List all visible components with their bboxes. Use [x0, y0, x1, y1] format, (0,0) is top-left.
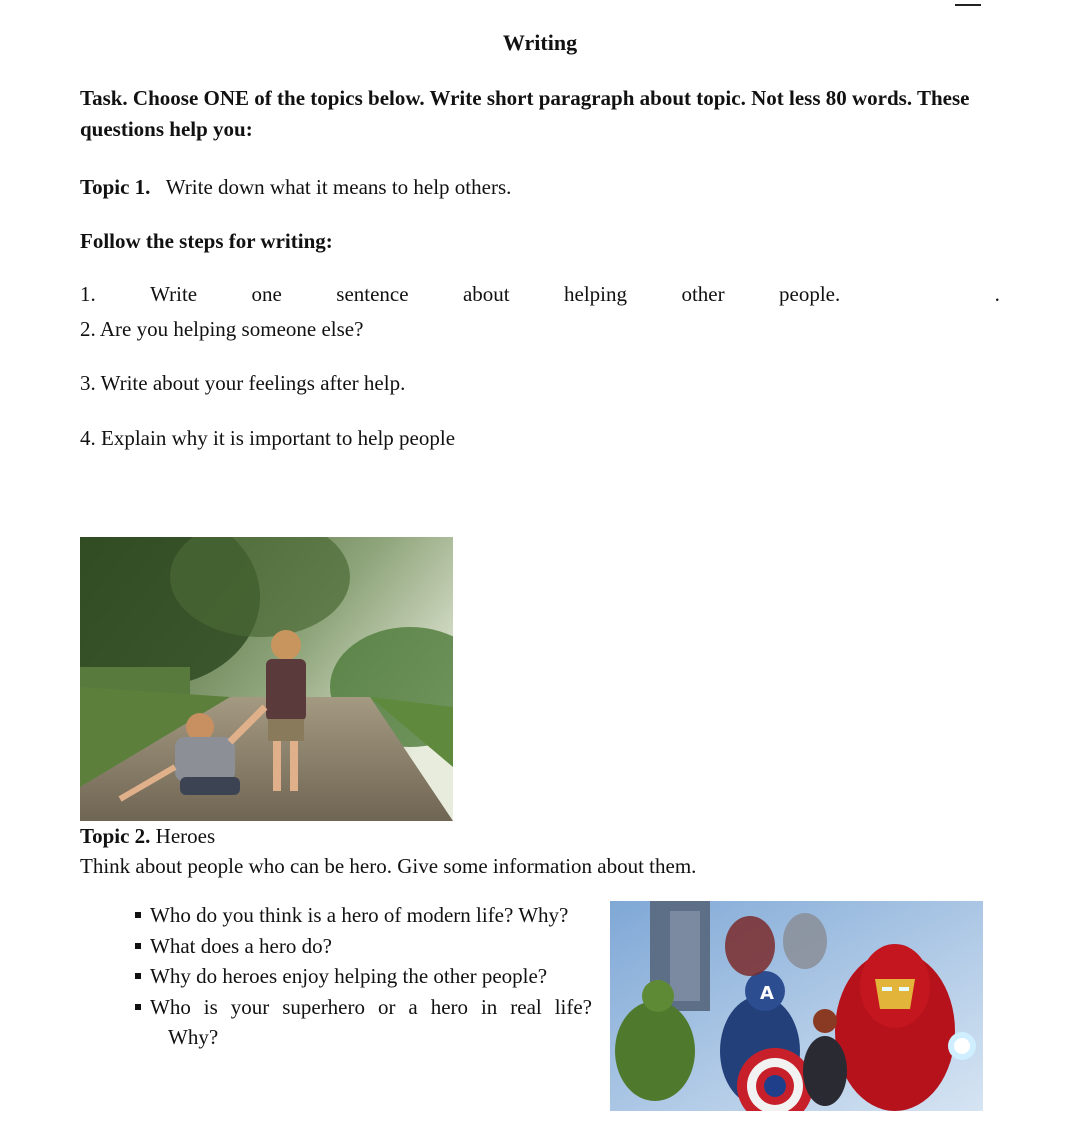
superheroes-image — [610, 901, 983, 1111]
helping-children-photo — [80, 537, 453, 821]
list-item: What does a hero do? — [134, 931, 592, 962]
step-1-word: about — [462, 282, 510, 306]
list-item: Why do heroes enjoy helping the other people? — [134, 961, 592, 992]
list-item: Who do you think is a hero of modern life? Why? — [134, 900, 592, 931]
topic-1 — [80, 175, 511, 200]
step-1-word: one — [251, 282, 282, 306]
task-instructions: Task. Choose ONE of the topics below. Write short paragraph about topic. Not less 80 words. These questions help you: — [80, 86, 970, 141]
step-1-word: other — [681, 282, 725, 306]
svg-text:A: A — [760, 983, 774, 1004]
topic-1-label: Topic 1. — [80, 175, 151, 199]
step-1-word: Write — [150, 282, 198, 306]
step-4: 4. Explain why it is important to help people — [80, 426, 456, 450]
topic-2-text: Heroes — [155, 824, 216, 848]
step-1-word: people. — [779, 282, 841, 306]
bullet-icon — [135, 912, 141, 918]
list-item-continuation: Why? — [168, 1025, 219, 1049]
step-3: 3. Write about your feelings after help. — [80, 371, 406, 395]
list-item: Who is your superhero or a hero in real life? — [134, 992, 592, 1023]
step-1 — [80, 282, 1000, 307]
header-mark — [955, 0, 981, 6]
topic-2-intro: Think about people who can be hero. Give some information about them. — [80, 854, 697, 878]
step-1-word: sentence — [336, 282, 409, 306]
bullet-icon — [135, 1004, 141, 1010]
topic-2 — [80, 824, 215, 849]
step-1-word: 1. — [80, 282, 96, 306]
page-title: Writing — [502, 30, 578, 55]
step-1-word: helping — [564, 282, 628, 306]
topic-2-label: Topic 2. — [80, 824, 151, 848]
steps-heading: Follow the steps for writing: — [80, 229, 333, 253]
bullet-icon — [135, 943, 141, 949]
hero-questions — [134, 900, 592, 1053]
topic-1-text: Write down what it means to help others. — [165, 175, 512, 199]
step-2: 2. Are you helping someone else? — [80, 317, 364, 341]
bullet-icon — [135, 973, 141, 979]
step-1-word: . — [994, 282, 1000, 306]
